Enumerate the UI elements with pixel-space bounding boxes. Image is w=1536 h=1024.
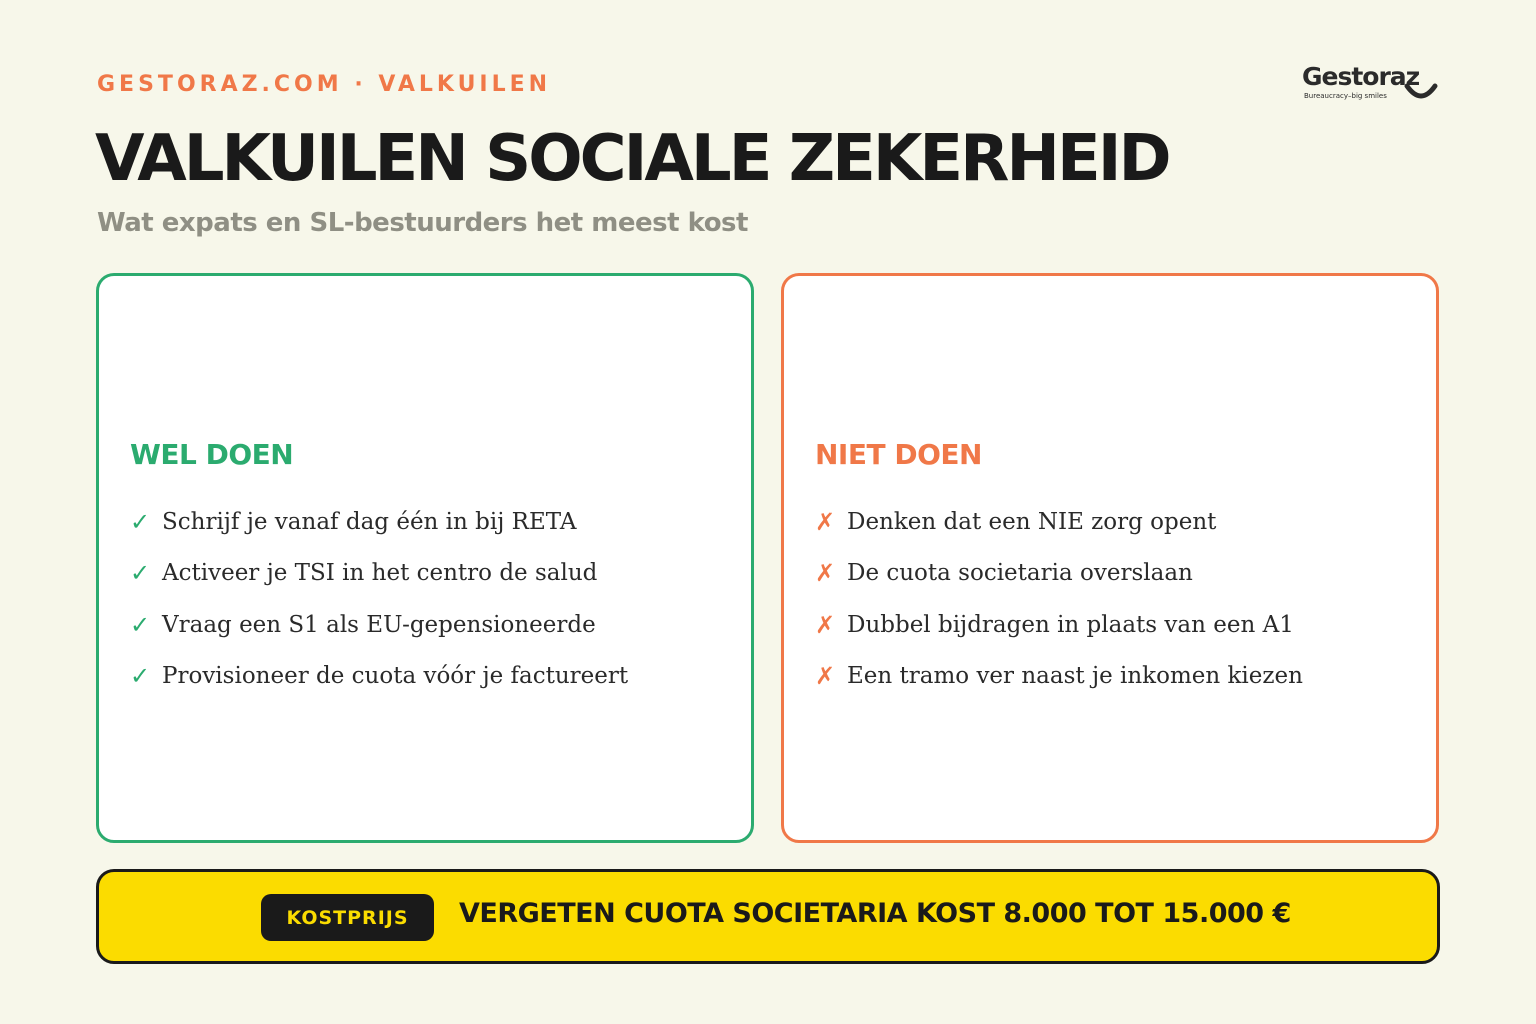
cost-badge: KOSTPRIJS xyxy=(261,894,434,941)
gestoraz-logo[interactable] xyxy=(1302,62,1444,106)
dont-item-text: De cuota societaria overslaan xyxy=(847,560,1193,587)
do-item-text: Schrijf je vanaf dag één in bij RETA xyxy=(162,508,577,535)
do-item-text: Provisioneer de cuota vóór je factureert xyxy=(162,663,629,690)
do-item-text: Activeer je TSI in het centro de salud xyxy=(162,560,598,587)
dont-item xyxy=(815,496,1303,548)
cross-icon: ✗ xyxy=(815,559,836,588)
dont-item-text: Een tramo ver naast je inkomen kiezen xyxy=(847,663,1303,690)
do-list xyxy=(130,496,628,702)
dont-item xyxy=(815,548,1303,600)
logo-tagline: Bureaucracy–big smiles xyxy=(1304,92,1387,100)
dont-card xyxy=(781,273,1439,843)
cost-banner xyxy=(96,869,1440,964)
check-icon: ✓ xyxy=(130,507,151,536)
cost-banner-text: VERGETEN CUOTA SOCIETARIA KOST 8.000 TOT 15.000 € xyxy=(459,898,1291,929)
eyebrow: GESTORAZ.COM · VALKUILEN xyxy=(97,72,552,97)
dont-list xyxy=(815,496,1303,702)
do-item xyxy=(130,496,628,548)
page-title: VALKUILEN SOCIALE ZEKERHEID xyxy=(95,122,1169,196)
do-heading: WEL DOEN xyxy=(130,438,294,471)
logo-wordmark: Gestoraz xyxy=(1302,62,1420,91)
smile-icon xyxy=(1404,82,1438,104)
dont-heading: NIET DOEN xyxy=(815,438,982,471)
check-icon: ✓ xyxy=(130,610,151,639)
check-icon: ✓ xyxy=(130,559,151,588)
dont-item xyxy=(815,651,1303,703)
do-item xyxy=(130,548,628,600)
do-item-text: Vraag een S1 als EU-gepensioneerde xyxy=(162,611,596,638)
cross-icon: ✗ xyxy=(815,507,836,536)
dont-item xyxy=(815,599,1303,651)
dont-item-text: Dubbel bijdragen in plaats van een A1 xyxy=(847,611,1294,638)
cross-icon: ✗ xyxy=(815,662,836,691)
do-item xyxy=(130,599,628,651)
page-subtitle: Wat expats en SL-bestuurders het meest kost xyxy=(97,208,748,238)
cross-icon: ✗ xyxy=(815,610,836,639)
check-icon: ✓ xyxy=(130,662,151,691)
do-card xyxy=(96,273,754,843)
dont-item-text: Denken dat een NIE zorg opent xyxy=(847,508,1217,535)
do-item xyxy=(130,651,628,703)
